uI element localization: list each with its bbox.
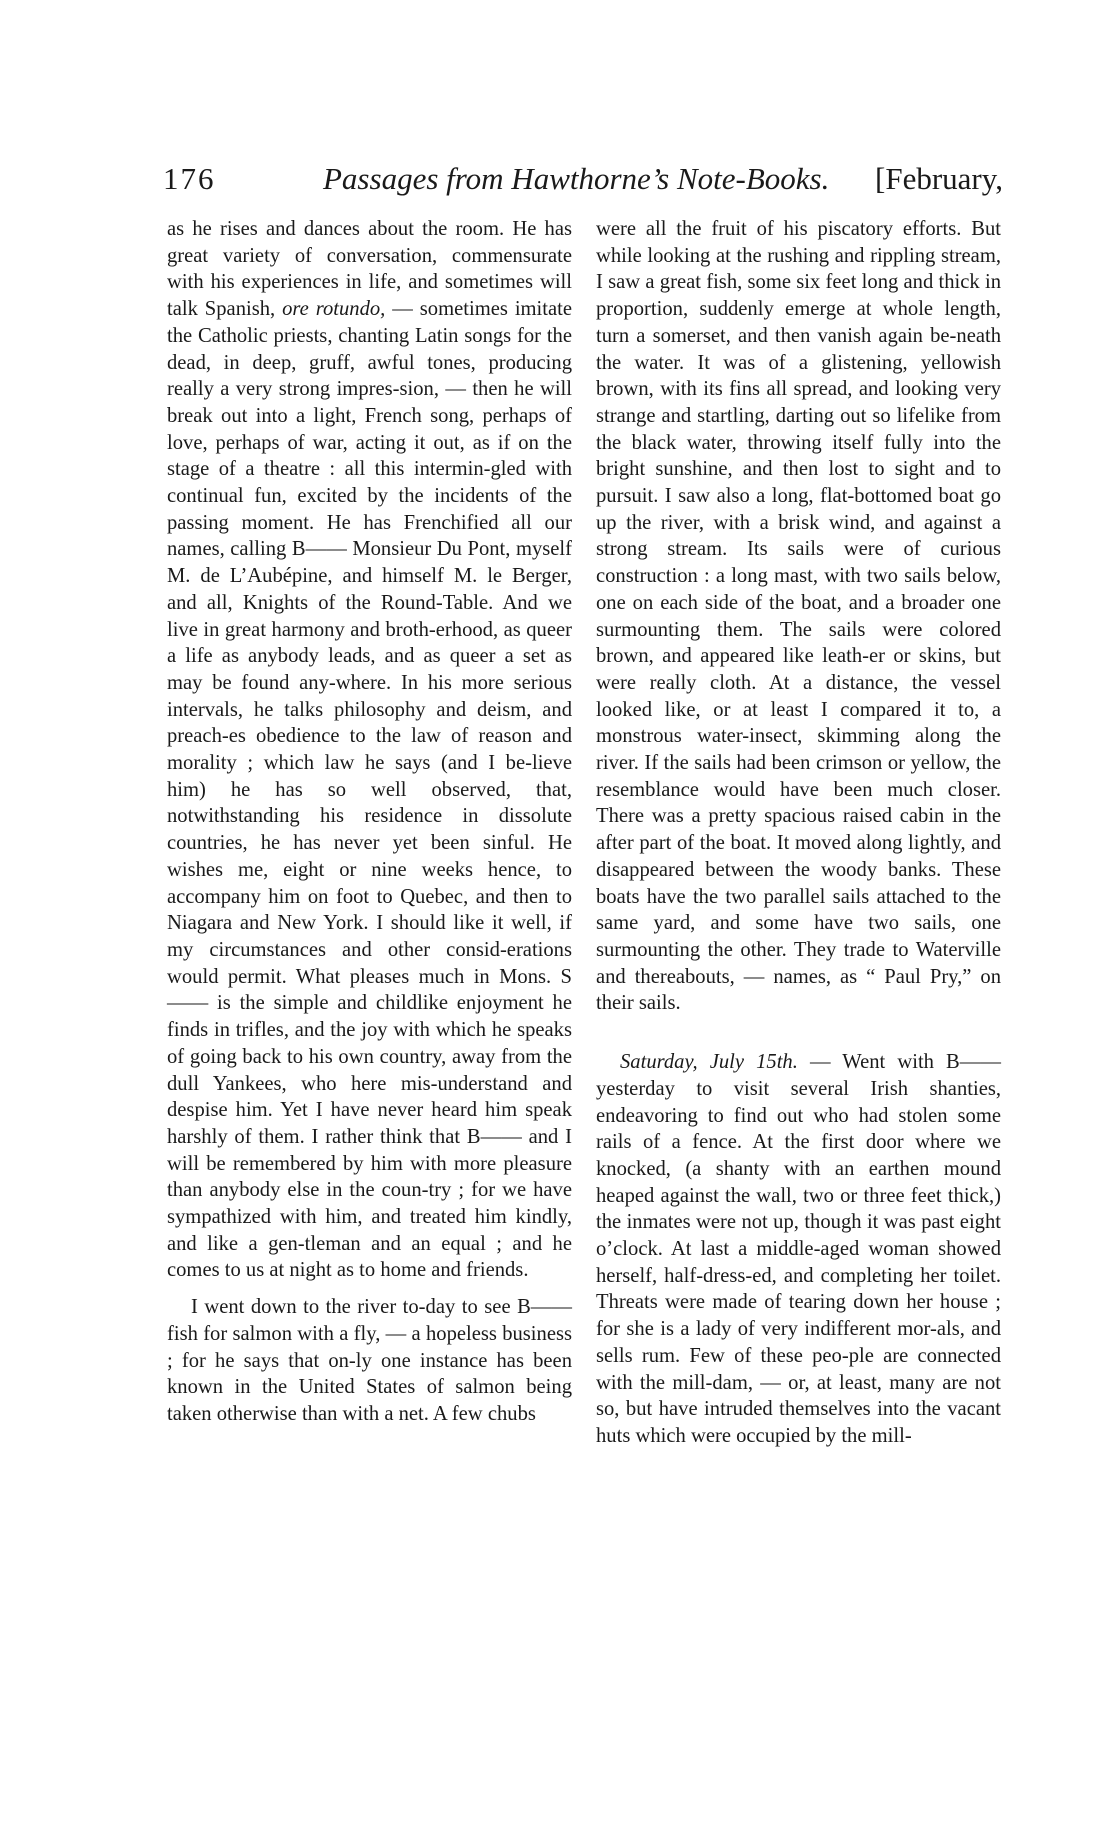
journal-entry-july-15 <box>596 1049 1001 1450</box>
running-date: [February, <box>875 161 1003 196</box>
right-column <box>596 216 1001 1450</box>
page-number: 176 <box>163 161 216 196</box>
italic-phrase: ore rotundo, <box>282 298 386 321</box>
paragraph-continued <box>167 216 572 1284</box>
paragraph-text-part-1: as he rises and dances about the room. He has great variety of conversation, commensurate with his experiences in life, and sometimes will talk Spanish, <box>167 218 572 321</box>
paragraph-great-fish: were all the fruit of his piscatory efforts. But while looking at the rushing and rippling stream, I saw a great fish, some six feet long and thick in proportion, suddenly emerge at whole length, turn a somerset, and then vanish again be-neath the water. It was of a glistening, yellowish brown, with its fins all spread, and looking very strange and startling, darting out so lifelike from the black water, throwing itself fully into the bright sunshine, and then lost to sight and to pursuit. I saw also a long, flat-bottomed boat go up the river, with a brisk wind, and against a strong stream. Its sails were of curious construction : a long mast, with two sails below, one on each side of the boat, and a broader one surmounting them. The sails were colored brown, and appeared like leath-er or skins, but were really cloth. At a distance, the vessel looked like, or at least I compared it to, a monstrous water-insect, skimming along the river. If the sails had been crimson or yellow, the resemblance would have been much closer. There was a pretty spacious raised cabin in the after part of the boat. It moved along lightly, and disappeared between the woody banks. These boats have the two parallel sails attached to the same yard, and some have two sails, one surmounting the other. They trade to Waterville and thereabouts, — names, as “ Paul Pry,” on their sails. <box>596 218 1001 1015</box>
running-title: Passages from Hawthorne’s Note-Books. <box>323 161 830 196</box>
entry-text: — Went with B—— yesterday to visit several Irish shanties, endeavoring to find out who had stolen some rails of a fence. At the first door where we knocked, (a shanty with an earthen mound heaped against the wall, two or three feet thick,) the inmates were not up, though it was past eight o’clock. At last a middle-aged woman showed herself, half-dress-ed, and completing her toilet. Threats were made of tearing down her house ; for she is a lady of very indifferent mor-als, and sells rum. Few of these peo-ple are connected with the mill-dam, — or, at least, many are not so, but have intruded themselves into the vacant huts which were occupied by the mill- <box>596 1051 1001 1447</box>
left-column <box>167 216 572 1428</box>
running-header <box>163 154 1003 204</box>
paragraph-river-fishing: I went down to the river to-day to see B—— fish for salmon with a fly, — a hopeless business ; for he says that on-ly one instance has been known in the United States of salmon being taken otherwise than with a net. A few chubs <box>167 1296 572 1425</box>
entry-dateline: Saturday, July 15th. <box>620 1051 798 1074</box>
paragraph-text-part-2: — sometimes imitate the Catholic priests, chanting Latin songs for the dead, in deep, gruff, awful tones, producing really a very strong impres-sion, — then he will break out into a light, French song, perhaps of love, perhaps of war, acting it out, as if on the stage of a theatre : all this intermin-gled with continual fun, excited by the incidents of the passing moment. He has Frenchified all our names, calling B—— Monsieur Du Pont, myself M. de L’Aubépine, and himself M. le Berger, and all, Knights of the Round-Table. And we live in great harmony and broth-erhood, as queer a life as anybody leads, and as queer a set as may be found any-where. In his more serious intervals, he talks philosophy and deism, and preach-es obedience to the law of reason and morality ; which law he says (and I be-lieve him) he has so well observed, that, notwithstanding his residence in dissolute countries, he has never yet been sinful. He wishes me, eight or nine weeks hence, to accompany him on foot to Quebec, and then to Niagara and New York. I should like it well, if my circumstances and other consid-erations would permit. What pleases much in Mons. S—— is the simple and childlike enjoyment he finds in trifles, and the joy with which he speaks of going back to his own country, away from the dull Yankees, who here mis-understand and despise him. Yet I have never heard him speak harshly of them. I rather think that B—— and I will be remembered by him with more pleasure than anybody else in the coun-try ; for we have sympathized with him, and treated him kindly, and like a gen-tleman and an equal ; and he comes to us at night as to home and friends. <box>167 298 572 1282</box>
